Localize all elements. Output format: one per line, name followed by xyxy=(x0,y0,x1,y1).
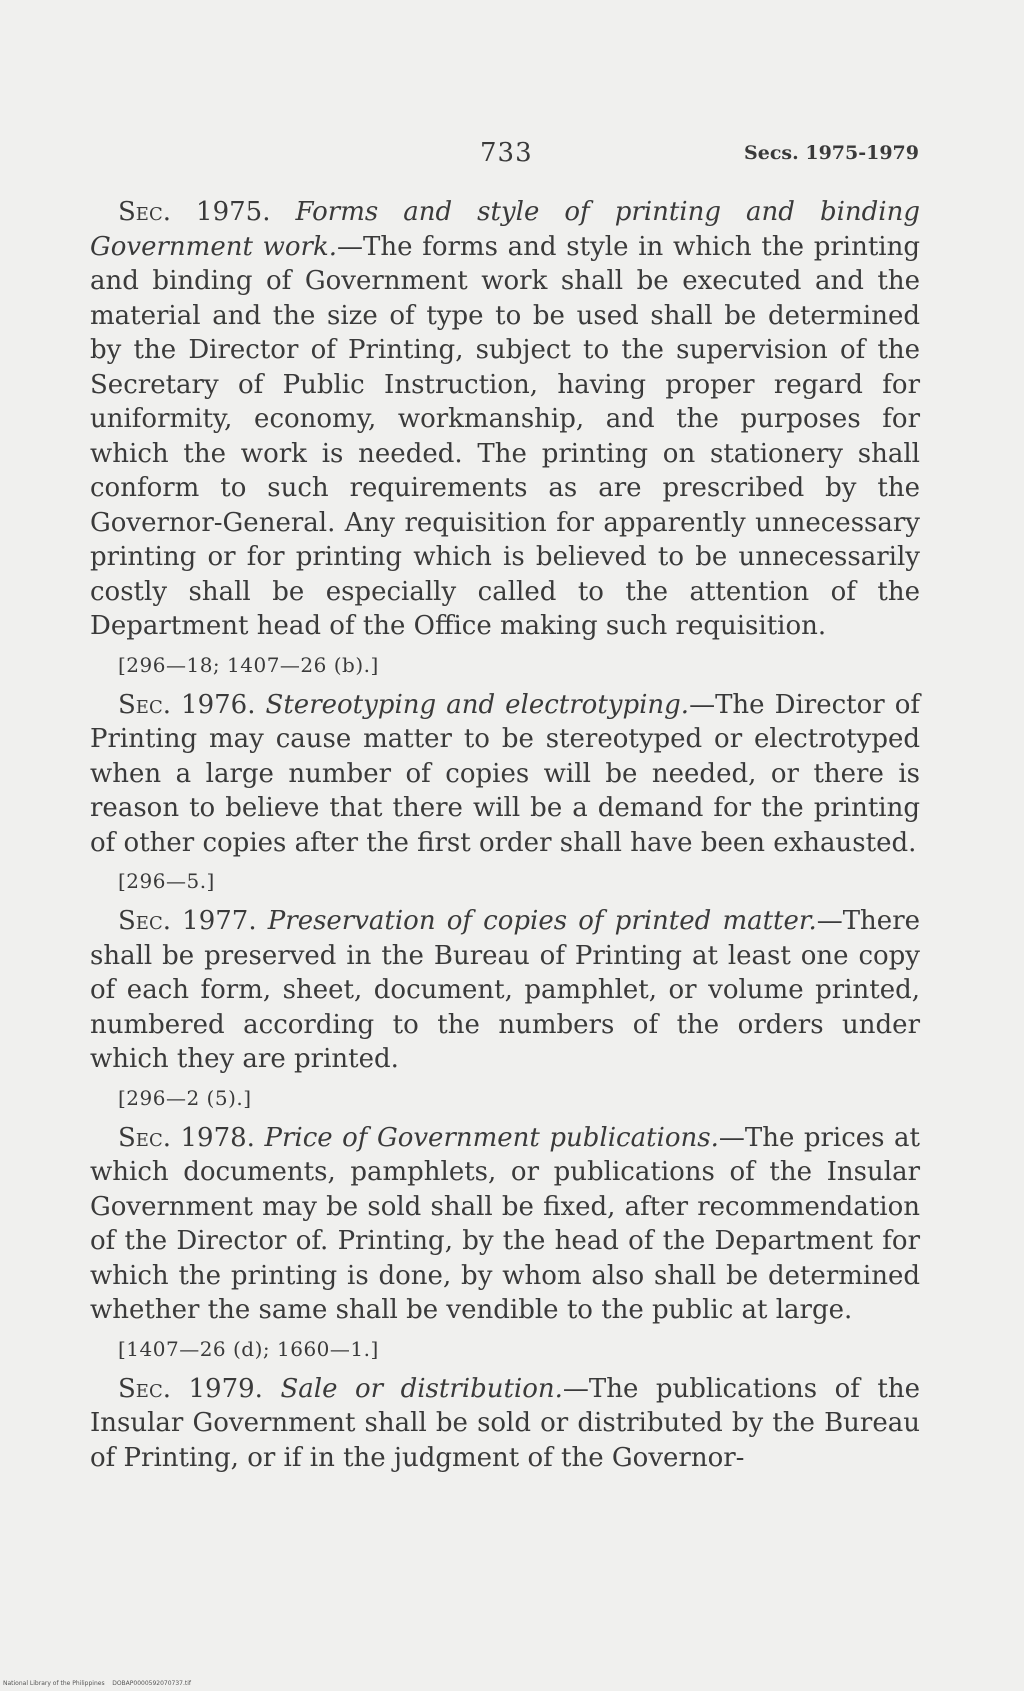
section-label: Sec. 1979. xyxy=(118,1373,263,1404)
section-1978 xyxy=(90,1121,920,1328)
section-citation: [1407—26 (d); 1660—1.] xyxy=(118,1336,379,1361)
section-text: —The publications of the Insular Government shall be sold or distributed by the Bureau of Printing, or if in the judgment of the Governor- xyxy=(90,1373,920,1473)
section-text: —The prices at which documents, pamphlets, or publications of the Insular Government may be sold shall be fixed, after recommendation of the Director of. Printing, by the head of the Department for which the printing is done, by whom also shall be determined whether the same shall be vendible to the public at large. xyxy=(90,1122,920,1325)
section-label: Sec. 1977. xyxy=(118,906,257,936)
section-title: Price of Government publications. xyxy=(264,1122,719,1153)
section-text: —There shall be preserved in the Bureau of Printing at least one copy of each form, sheet, document, pamphlet, or volume printed, numbered according to the numbers of the orders under which they are printed. xyxy=(90,906,921,1074)
section-title: Sale or distribution. xyxy=(280,1373,563,1404)
page-header xyxy=(0,138,1024,178)
section-title: Stereotyping and electrotyping. xyxy=(265,689,690,720)
section-citation: [296—18; 1407—26 (b).] xyxy=(118,652,379,677)
section-text: —The forms and style in which the printing and binding of Government work shall be executed and the material and the size of type to be used shall be determined by the Director of Printing, subject to the supervision of the Secretary of Public Instruction, having proper regard for uniformity, economy, workmanship, and the purposes for which the work is needed. The printing on stationery shall conform to such requirements as are prescribed by the Governor-General. Any requisition for apparently unnecessary printing or for printing which is believed to be unnecessarily costly shall be especially called to the attention of the Department head of the Office making such requisition. xyxy=(90,231,920,641)
section-1979 xyxy=(90,1372,920,1476)
scan-footer: National Library of the Philippines DOBAP0000592070737.tif xyxy=(3,1680,192,1687)
section-label: Sec. 1978. xyxy=(118,1122,255,1153)
page-body xyxy=(90,195,920,1475)
section-1976 xyxy=(90,688,920,861)
section-label: Sec. 1975. xyxy=(118,197,271,227)
section-1975 xyxy=(90,195,920,644)
section-1977 xyxy=(90,904,920,1077)
section-citation: [296—2 (5).] xyxy=(118,1085,252,1110)
section-text: —The Director of Printing may cause matter to be stereotyped or electrotyped when a large number of copies will be needed, or there is reason to believe that there will be a demand for the printing of other copies after the first order shall have been exhausted. xyxy=(90,689,921,858)
section-label: Sec. 1976. xyxy=(118,689,256,720)
running-head: Secs. 1975-1979 xyxy=(744,142,919,164)
section-title: Preservation of copies of printed matter. xyxy=(267,906,817,936)
section-citation: [296—5.] xyxy=(118,869,215,893)
section-title: Forms and style of printing and binding Government work. xyxy=(90,197,921,262)
page-number: 733 xyxy=(480,138,533,168)
